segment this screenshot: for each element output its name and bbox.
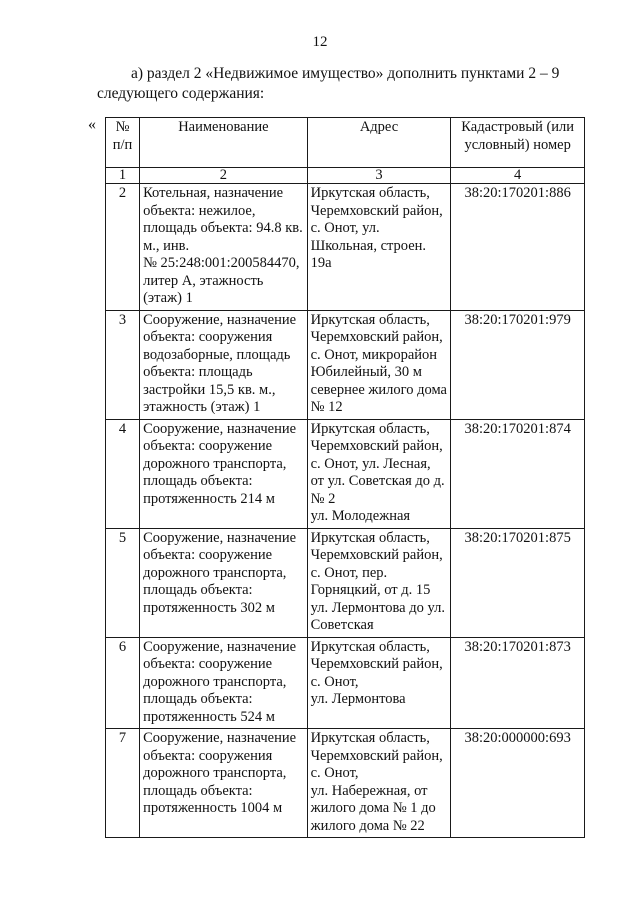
index-cell: 3 bbox=[307, 168, 451, 184]
row-num: 3 bbox=[106, 310, 140, 419]
header-cadastral: Кадастровый (или условный) номер bbox=[451, 118, 585, 168]
row-address: Иркутская область, Черемховский район, с. Онот, ул. Школьная, строен. 19а bbox=[307, 184, 451, 311]
index-cell: 4 bbox=[451, 168, 585, 184]
row-num: 2 bbox=[106, 184, 140, 311]
page-number: 12 bbox=[312, 34, 328, 50]
opening-quote: « bbox=[88, 116, 96, 133]
intro-paragraph: а) раздел 2 «Недвижимое имущество» дополнить пунктами 2 – 9 следующего содержания: bbox=[97, 65, 560, 102]
row-cadastral: 38:20:170201:874 bbox=[451, 419, 585, 528]
row-address: Иркутская область, Черемховский район, с. Онот, пер. Горняцкий, от д. 15 ул. Лермонтова до ул. Советская bbox=[307, 528, 451, 637]
row-cadastral: 38:20:000000:693 bbox=[451, 729, 585, 838]
row-name: Сооружение, назначение объекта: сооружение дорожного транспорта, площадь объекта: протяженность 524 м bbox=[140, 637, 308, 729]
row-address: Иркутская область, Черемховский район, с. Онот, микрорайон Юбилейный, 30 м севернее жилого дома № 12 bbox=[307, 310, 451, 419]
row-address: Иркутская область, Черемховский район, с. Онот, ул. Набережная, от жилого дома № 1 до жилого дома № 22 bbox=[307, 729, 451, 838]
row-address: Иркутская область, Черемховский район, с. Онот, ул. Лесная, от ул. Советская до д. № 2 ул. Молодежная bbox=[307, 419, 451, 528]
row-num: 6 bbox=[106, 637, 140, 729]
table-row bbox=[106, 419, 585, 528]
table-index-row bbox=[106, 168, 585, 184]
row-num: 7 bbox=[106, 729, 140, 838]
row-num: 5 bbox=[106, 528, 140, 637]
table-row bbox=[106, 729, 585, 838]
row-address: Иркутская область, Черемховский район, с. Онот, ул. Лермонтова bbox=[307, 637, 451, 729]
table-row bbox=[106, 184, 585, 311]
header-num: № п/п bbox=[106, 118, 140, 168]
row-cadastral: 38:20:170201:873 bbox=[451, 637, 585, 729]
index-cell: 1 bbox=[106, 168, 140, 184]
row-cadastral: 38:20:170201:979 bbox=[451, 310, 585, 419]
row-name: Сооружение, назначение объекта: сооружение дорожного транспорта, площадь объекта: протяженность 214 м bbox=[140, 419, 308, 528]
row-name: Котельная, назначение объекта: нежилое, площадь объекта: 94.8 кв. м., инв. № 25:248:001:200584470, литер А, этажность (этаж) 1 bbox=[140, 184, 308, 311]
header-address: Адрес bbox=[307, 118, 451, 168]
row-cadastral: 38:20:170201:886 bbox=[451, 184, 585, 311]
index-cell: 2 bbox=[140, 168, 308, 184]
table-row bbox=[106, 528, 585, 637]
row-name: Сооружение, назначение объекта: сооружения дорожного транспорта, площадь объекта: протяженность 1004 м bbox=[140, 729, 308, 838]
row-cadastral: 38:20:170201:875 bbox=[451, 528, 585, 637]
table-header-row bbox=[106, 118, 585, 168]
table-row bbox=[106, 310, 585, 419]
row-name: Сооружение, назначение объекта: сооружение дорожного транспорта, площадь объекта: протяженность 302 м bbox=[140, 528, 308, 637]
row-num: 4 bbox=[106, 419, 140, 528]
header-name: Наименование bbox=[140, 118, 308, 168]
row-name: Сооружение, назначение объекта: сооружения водозаборные, площадь объекта: площадь застройки 15,5 кв. м., этажность (этаж) 1 bbox=[140, 310, 308, 419]
table-row bbox=[106, 637, 585, 729]
property-table bbox=[105, 117, 585, 838]
